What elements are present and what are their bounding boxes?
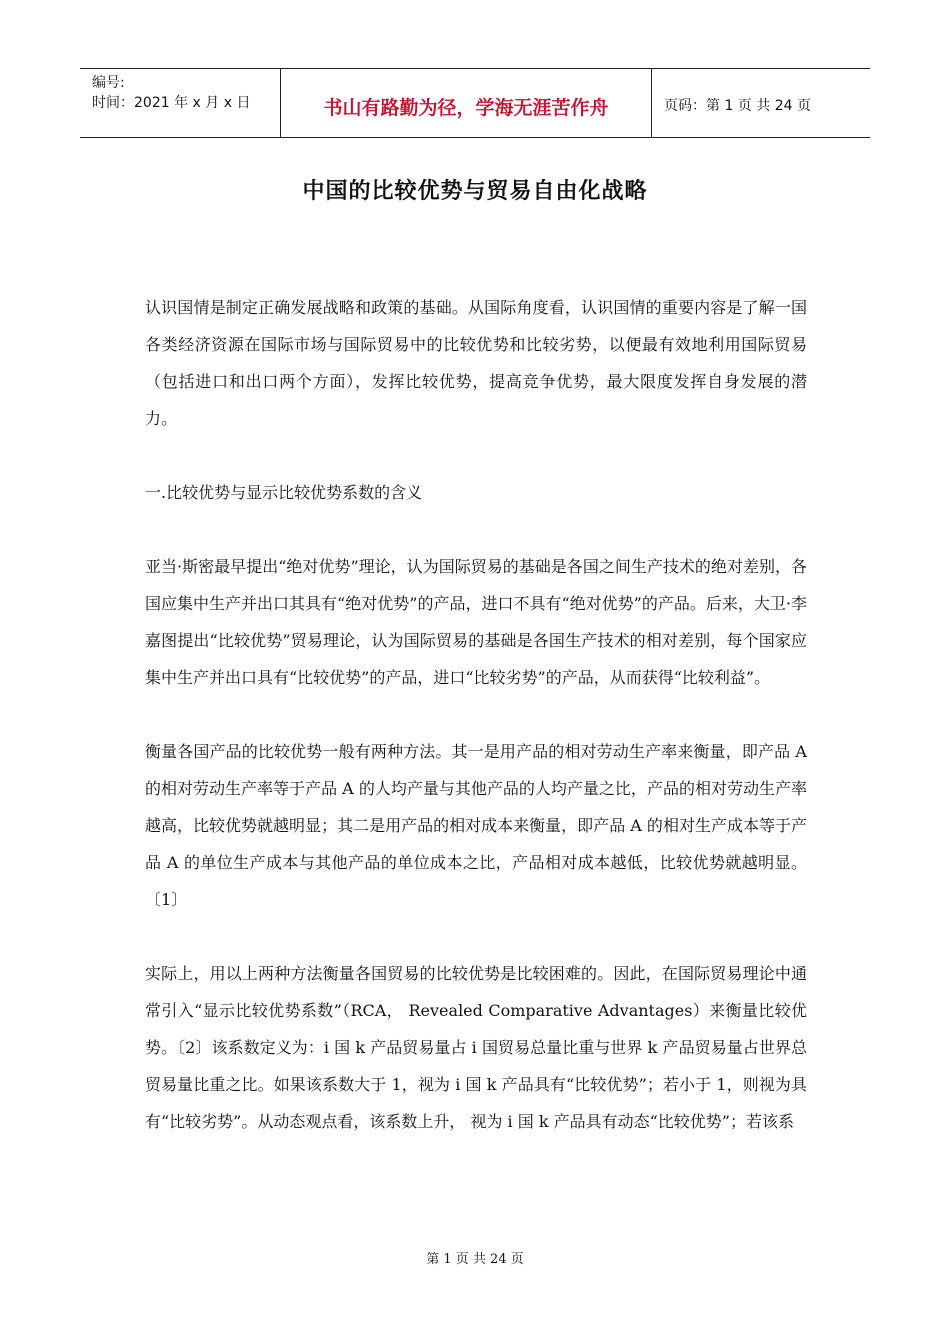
document-number-label: 编号: [92,75,125,91]
document-title: 中国的比较优势与贸易自由化战略 [302,179,648,204]
paragraph-rca: 实际上，用以上两种方法衡量各国贸易的比较优势是比较困难的。因此，在国际贸易理论中通常引入“显示比较优势系数”（RCA， Revealed Comparative Advantages）来衡量比较优势。〔2〕该系数定义为：i 国 k 产品贸易量占 i 国贸易总量比重与世界 k 产品贸易量占世界总贸易量比重之比。如果该系数大于 1，视为 i 国 k 产品具有“比较优势”；若小于 1，则视为具有“比较劣势”。从动态观点看，该系数上升， 视为 i 国 k 产品具有动态“比较优势”；若该系 [145,964,807,1131]
header-motto: 书山有路勤为径，学海无涯苦作舟 [323,97,609,119]
page-footer: 第 1 页 共 24 页 [426,1252,524,1267]
paragraph-theory: 亚当·斯密最早提出“绝对优势”理论，认为国际贸易的基础是各国之间生产技术的绝对差别，各国应集中生产并出口其具有“绝对优势”的产品，进口不具有“绝对优势”的产品。后来，大卫·李嘉图提出“比较优势”贸易理论，认为国际贸易的基础是各国生产技术的相对差别，每个国家应集中生产并出口具有“比较优势”的产品，进口“比较劣势”的产品，从而获得“比较利益”。 [145,557,807,687]
paragraph-intro: 认识国情是制定正确发展战略和政策的基础。从国际角度看，认识国情的重要内容是了解一国各类经济资源在国际市场与国际贸易中的比较优势和比较劣势，以便最有效地利用国际贸易（包括进口和出口两个方面），发挥比较优势，提高竞争优势，最大限度发挥自身发展的潜力。 [145,298,807,428]
header-motto-cell [281,69,652,137]
header-page-number: 页码：第 1 页 共 24 页 [664,98,811,114]
section-heading: 一.比较优势与显示比较优势系数的含义 [145,483,423,502]
header-info-cell [80,69,281,137]
document-body [145,289,807,1140]
document-date-label: 时间：2021 年 x 月 x 日 [92,95,251,111]
header-page-cell [652,69,870,137]
paragraph-measurement: 衡量各国产品的比较优势一般有两种方法。其一是用产品的相对劳动生产率来衡量，即产品 A 的相对劳动生产率等于产品 A 的人均产量与其他产品的人均产量之比，产品的相对劳动生产率越高，比较优势就越明显；其二是用产品的相对成本来衡量，即产品 A 的相对生产成本等于产品 A 的单位生产成本与其他产品的单位成本之比，产品相对成本越低，比较优势就越明显。〔1〕 [145,742,807,909]
document-header [80,68,870,138]
